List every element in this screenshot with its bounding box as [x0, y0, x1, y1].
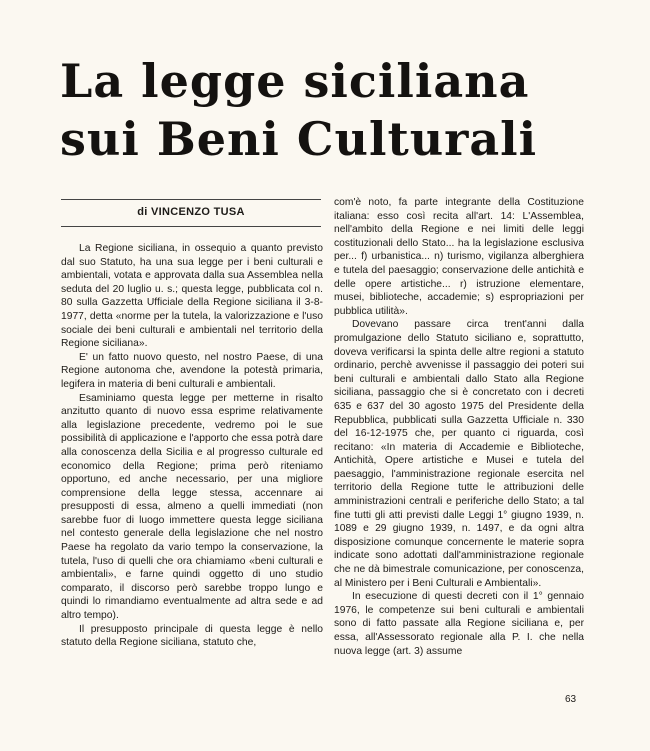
title-line-2: sui Beni Culturali: [60, 112, 538, 166]
paragraph: com'è noto, fa parte integrante della Costituzione italiana: esso così recita all'art. 14: L'Assemblea, nell'ambito della Regione e nei limiti delle leggi costituzionali dello Stato... ha la legislazione esclusiva per... f) urbanistica... n) turismo, vigilanza alberghiera e tutela del paesaggio; conservazione delle antichità e delle opere artistiche... r) istruzione elementare, musei, biblioteche, accademie; s) espropriazioni per pubblica utilità».: [334, 197, 584, 317]
byline-rule-bottom: [61, 226, 321, 227]
paragraph: Esaminiamo questa legge per metterne in risalto anzitutto quanto di nuovo essa esprime relativamente alla legislazione precedente, vedremo poi le sue possibilità di applicazione e l'apporto che essa potrà dare alla conoscenza della Sicilia e al progresso culturale ed economico della Regione; prima però riteniamo opportuno, ed anche necessario, per una migliore comprensione della legge stessa, accennare ai presupposti di essa, almeno a quelli immediati (non sarebbe fuor di luogo immettere questa legge siciliana nel contesto generale della legislazione che nel nostro Paese ha regolato da vario tempo la conservazione, la tutela, l'uso di quelli che ora chiamiamo «beni culturali e ambientali», e farne quindi oggetto di uno studio comparato, il discorso però sarebbe troppo lungo e quindi lo rimandiamo eventualmente ad altra sede e ad altro tempo).: [61, 392, 323, 622]
title-line-1: La legge siciliana: [60, 54, 530, 108]
right-column: [334, 196, 584, 658]
paragraph: In esecuzione di questi decreti con il 1° gennaio 1976, le competenze sui beni culturali e ambientali sono di fatto passate alla Regione siciliana e, per essa, all'Assessorato regionale alla P. I. che nella nuova legge (art. 3) assume: [334, 591, 584, 657]
left-column: [61, 242, 323, 650]
paragraph: La Regione siciliana, in ossequio a quanto previsto dal suo Statuto, ha una sua legge per i beni culturali e ambientali, votata e approvata dalla sua Assemblea nella seduta del 20 luglio u. s.; questa legge, pubblicata col n. 80 sulla Gazzetta Ufficiale della Regione siciliana il 3-8-1977, detta «norme per la tutela, la valorizzazione e l'uso sociale dei beni culturali e ambientali nel territorio della Regione siciliana».: [61, 243, 323, 350]
paragraph: Il presupposto principale di questa legge è nello statuto della Regione siciliana, statuto che,: [61, 623, 323, 649]
byline-rule-top: [61, 199, 321, 200]
byline: di VINCENZO TUSA: [137, 206, 245, 218]
page-number: 63: [565, 694, 577, 705]
article-title: [60, 52, 600, 168]
paragraph: E' un fatto nuovo questo, nel nostro Paese, di una Regione autonoma che, avendone la potestà primaria, legifera in materia di beni culturali e ambientali.: [61, 351, 323, 390]
paragraph: Dovevano passare circa trent'anni dalla promulgazione dello Statuto siciliano e, soprattutto, doveva verificarsi la spinta delle altre regioni a statuto ordinario, perchè avvenisse il passaggio dei poteri sui beni culturali e ambientali dallo Stato alla Regione siciliana, passaggio che si è concretato con i decreti 635 e 637 del 30 agosto 1975 del Presidente della Repubblica, pubblicati sulla Gazzetta Ufficiale n. 330 del 16-12-1975 che, per quanto ci riguarda, così recitano: «In materia di Accademie e Biblioteche, Antichità, Opere artistiche e Musei e tutela del paesaggio, l'amministrazione regionale esercita nel territorio della Regione tutte le attribuzioni delle amministrazioni centrali e periferiche dello Stato; a tal fine tutti gli atti previsti dalle Leggi 1° giugno 1939, n. 1089 e 29 giugno 1939, n. 1497, e da ogni altra disposizione comunque concernente le materie sopra indicate sono adottati dall'amministrazione regionale che ne dà bimestrale comunicazione, per conoscenza, al Ministero per i Beni Culturali e Ambientali».: [334, 319, 584, 589]
